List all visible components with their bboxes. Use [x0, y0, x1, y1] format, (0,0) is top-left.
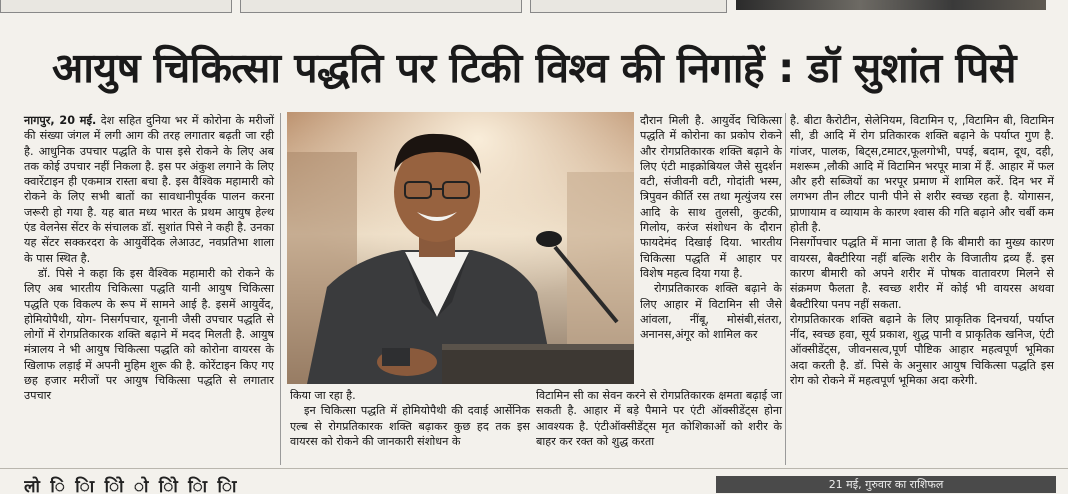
- doctor-photo: [287, 112, 634, 384]
- previous-article-box-2: [240, 0, 522, 13]
- article-paragraph: दौरान मिली है. आयुर्वेद चिकित्सा पद्धति में कोरोना का प्रकोप रोकने और रोगप्रतिकारक शक्ति बढ़ाने के लिए एंटी माइक्रोबियल जैसे सुदर्शन वटी, संजीवनी वटी, गोदांती भस्म, त्रिपुवन कीर्ति रस तथा मृत्युंजय रस आदि के साथ तुलसी, कुटकी, गिलोय, करंज संशोधन के दौरान फायदेमंद दिखाई दिया. भारतीय चिकित्सा पद्धति में आहार पर विशेष महत्व दिया गया है.: [640, 114, 782, 280]
- previous-article-box-3: [530, 0, 727, 13]
- article-paragraph: डॉ. पिसे ने कहा कि इस वैश्विक महामारी को रोकने के लिए अब भारतीय चिकित्सा पद्धति यानी आयुष चिकित्सा पद्धति एक विकल्प के रूप में सामने आई है. इसमें आयुर्वेद, होमियोपैथी, योग- निसर्गपचार, यूनानी जैसी उपचार पद्धति से लोगों में रोगप्रतिकारक शक्ति बढ़ाने में मदद मिलती है. आयुष मंत्रालय ने भी आयुष चिकित्सा पद्धति को कोरोना वायरस के खिलाफ लड़ाई में अपनी मुहिम शुरू की है. कोरेंटाइन किए गए छह हजार मरीजों पर आयुष चिकित्सा पद्धति से लगातार उपचार: [24, 266, 274, 403]
- article-column-4: [790, 113, 1054, 388]
- article-paragraph: विटामिन सी का सेवन करने से रोगप्रतिकारक क्षमता बढ़ाई जा सकती है. आहार में बड़े पैमाने पर एंटी ऑक्सीडेंट्स होना आवश्यक है. एंटीऑक्सीडेंट्स मृत कोशिकाओं को शरीर के बाहर कर रक्त को शुद्ध करता: [536, 389, 782, 448]
- article-column-2: [290, 388, 530, 449]
- article-headline: आयुष चिकित्सा पद्धति पर टिकी विश्व की निगाहें : डॉ सुशांत पिसे: [52, 44, 1016, 92]
- article-paragraph: [24, 113, 274, 266]
- column-divider: [280, 113, 281, 465]
- article-paragraph: रोगप्रतिकारक शक्ति बढ़ाने के लिए प्राकृतिक दिनचर्या, पर्याप्त नींद, स्वच्छ हवा, सूर्य प्रकाश, शुद्ध पानी व प्राकृतिक खनिज, एंटी ऑक्सीडेंट्स, जीवनसत्व,पूर्ण पौष्टिक आहार महत्वपूर्ण भूमिका अदा करती है. डॉ. पिसे के अनुसार आयुष चिकित्सा पद्धति इस रोग को रोकने में महत्वपूर्ण भूमिका अदा करेगी.: [790, 312, 1054, 388]
- top-photo-strip: [736, 0, 1046, 10]
- article-paragraph: रोगप्रतिकारक शक्ति बढ़ाने के लिए आहार में विटामिन सी जैसे आंवला, नींबू, मोसंबी,संतरा, अनानस,अंगूर को शामिल कर: [640, 282, 782, 342]
- article-paragraph: निसर्गोपचार पद्धति में माना जाता है कि बीमारी का मुख्य कारण वायरस, बैक्टीरिया नहीं बल्कि शरीर के विजातीय द्रव्य हैं. इस कारण बीमारी को अपने शरीर में पोषक वातावरण मिलने से संक्रमण फैलता है. स्वच्छ शरीर में कोई भी वायरस अथवा बैक्टीरिया पनप नहीं सकता.: [790, 236, 1054, 311]
- paragraph-text: देश सहित दुनिया भर में कोरोना के मरीजों की संख्या जंगल में लगी आग की तरह लगातार बढ़ती जा रही है. आधुनिक उपचार पद्धति के पास इसे रोकने के लिए अब तक कोई उपचार नहीं निकला है. इस पर अंकुश लगाने के लिए क्वारेंटाइन ही एकमात्र रास्ता बचा है. इस वैश्विक महामारी को रोकने के लिए सभी बातों का सावधानीपूर्वक पालन करना जरूरी हो गया है. यह बात मध्य भारत के प्रथम आयुष हेल्थ एंड वेलनेस सेंटर के संचालक डॉ. सुशांत पिसे ने कही है. उनका यह सेंटर सक्करदरा के आयुर्वेदिक लेआउट, नवप्रतिभा शाला के पास स्थित है.: [24, 114, 274, 265]
- column-divider: [785, 113, 786, 465]
- article-column-1: [24, 113, 274, 404]
- doctor-illustration: [287, 112, 634, 384]
- article-column-3: [640, 113, 782, 342]
- article-paragraph: इन चिकित्सा पद्धति में होमियोपैथी की दवाई आर्सेनिक एल्ब से रोगप्रतिकारक शक्ति बढ़ाकर कुछ हद तक इस वायरस को रोकने की जानकारी संशोधन के: [290, 404, 530, 448]
- horoscope-banner: 21 मई, गुरुवार का राशिफल: [716, 476, 1056, 493]
- article-column-3-bottom: [536, 388, 782, 449]
- previous-article-box: [0, 0, 232, 13]
- next-article-headline: लो ि ाि ोि ो ोि ाि ाि: [24, 477, 243, 493]
- top-strip: [0, 0, 1068, 16]
- article-paragraph: किया जा रहा है.: [290, 389, 356, 402]
- dateline: नागपुर, 20 मई.: [24, 114, 97, 127]
- article-paragraph: है. बीटा कैरोटीन, सेलेनियम, विटामिन ए, ,विटामिन बी, विटामिन सी, डी आदि में रोग प्रतिकारक शक्ति बढ़ाने के पर्याप्त गुण है. गांजर, पालक, बिट्स,टमाटर,फूलगोभी, पपई, बदाम, दूध, दही, मशरूम ,लौकी आदि में विटामिन भरपूर मात्रा में हैं. आहार में फल और हरी सब्जियों का भरपूर प्रमाण में शामिल करें. दिन भर में लगभग तीन लीटर पानी पीने से शरीर स्वच्छ रहता है. योगासन, प्राणायाम व व्यायाम के कारण श्वास की गति बढ़ाने और चर्बी कम होती है.: [790, 114, 1054, 235]
